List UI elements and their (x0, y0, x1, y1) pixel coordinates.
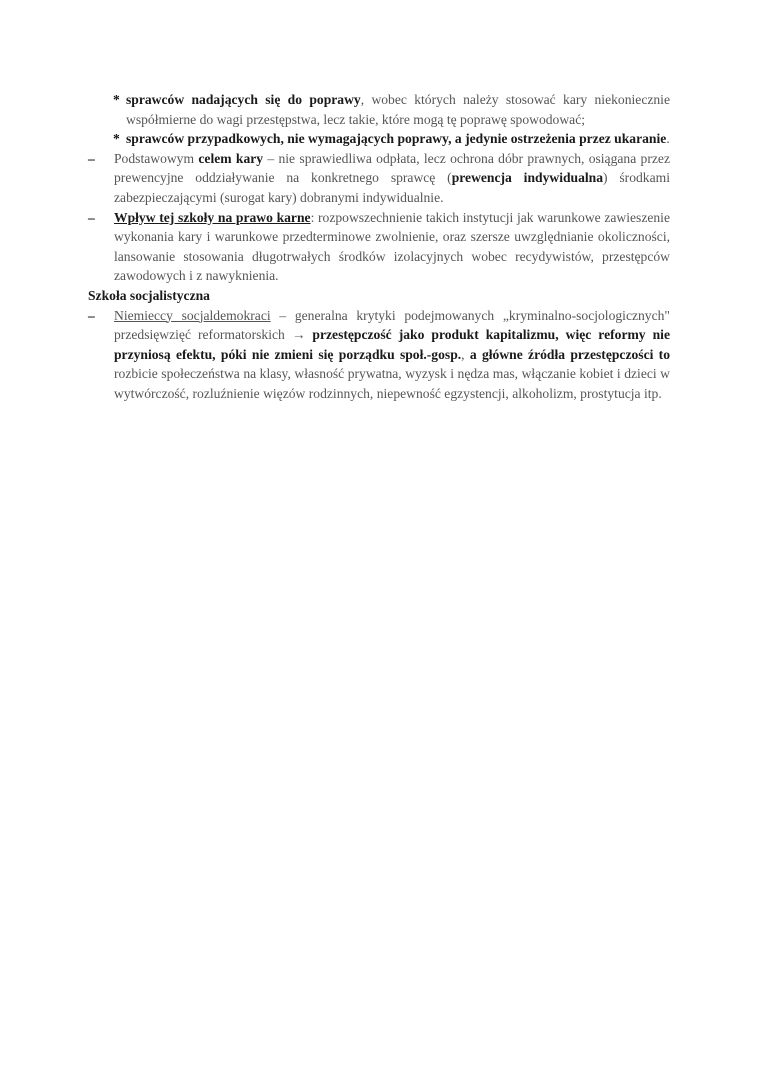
bullet-item-correctable-offenders (88, 90, 670, 129)
section-heading: Szkoła socjalistyczna (88, 287, 210, 303)
bold-text: prewencja indywidualna (451, 170, 604, 186)
bold-text: przestępczość jako produkt kapitalizmu, więc reformy nie przyniosą efektu, póki nie zmieni się porządku społ.-gosp. (114, 327, 670, 362)
dash-item-purpose-of-punishment (88, 149, 670, 208)
body-text: – generalna krytyki podejmowanych „kryminalno-socjologicznych" przedsięwzięć reformatorskich → (114, 307, 670, 343)
body-text: , (461, 346, 470, 362)
underlined-text: Niemieccy socjaldemokraci (114, 307, 271, 323)
body-text: , wobec których należy stosować kary niekoniecznie współmierne do wagi przestępstwa, lecz takie, które mogą tę poprawę spowodować; (126, 92, 670, 127)
bullet-item-accidental-offenders (88, 129, 670, 149)
dash-bullet-icon: – (88, 209, 95, 225)
body-text: – nie sprawiedliwa odpłata, lecz ochrona dóbr prawnych, osiągana przez prewencyjne oddziaływanie na konkretnego sprawcę ( (114, 150, 670, 186)
bold-text: sprawców nadających się do poprawy (126, 92, 361, 107)
bold-text: sprawców przypadkowych, nie wymagających poprawy, a jedynie ostrzeżenia przez ukaranie (126, 131, 667, 147)
body-text: . (666, 131, 670, 147)
body-text: : rozpowszechnienie takich instytucji jak warunkowe zawieszenie wykonania kary i warunkowe przedterminowe zwolnienie, oraz szersze uwzględnianie okoliczności, lansowanie stosowania długotrwałych środków izolacyjnych wobec recydywistów, przestępców zawodowych i z nawyknienia. (114, 209, 670, 284)
star-bullet-icon: * (113, 131, 120, 147)
body-text: Podstawowym (114, 150, 199, 166)
dash-item-german-social-democrats (88, 306, 670, 404)
dash-bullet-icon: – (88, 150, 95, 166)
bold-text: celem kary (198, 150, 264, 166)
bold-text: a główne źródła przestępczości to (469, 346, 670, 362)
dash-bullet-icon: – (88, 307, 95, 323)
dash-item-influence-on-criminal-law (88, 208, 670, 286)
star-bullet-icon: * (113, 92, 120, 107)
document-body (88, 90, 670, 404)
body-text: ) środkami zabezpieczającymi (surogat kary) dobranymi indywidualnie. (114, 170, 670, 205)
bold-underlined-text: Wpływ tej szkoły na prawo karne (114, 209, 311, 225)
body-text: rozbicie społeczeństwa na klasy, własność prywatna, wyzysk i nędza mas, włączanie kobiet i dzieci w wytwórczość, rozluźnienie więzów rodzinnych, niepewność egzystencji, alkoholizm, prostytucja itp. (114, 366, 670, 401)
